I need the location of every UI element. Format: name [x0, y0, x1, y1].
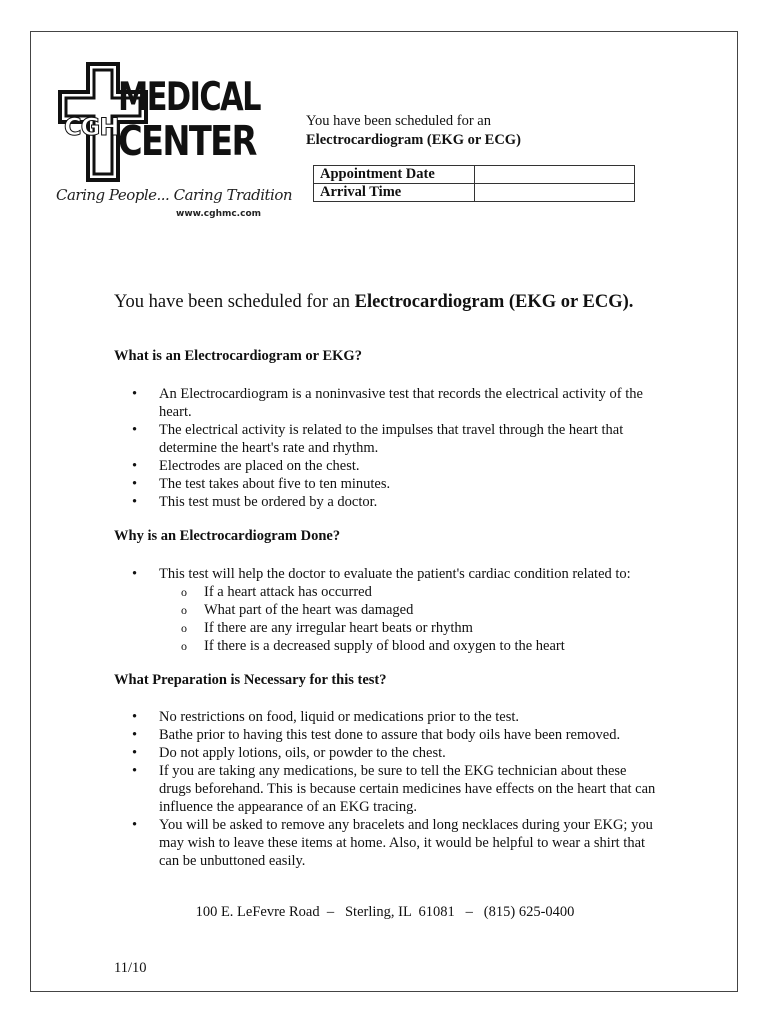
footer-date: 11/10 [114, 960, 147, 976]
section-title-preparation: What Preparation is Necessary for this test? [114, 672, 387, 688]
why-list [114, 565, 659, 655]
preparation-list [114, 708, 659, 870]
list-item [114, 457, 659, 475]
sub-list-item-text: What part of the heart was damaged [204, 602, 414, 618]
logo-center: CENTER [118, 117, 256, 165]
list-item-text: The test takes about five to ten minutes. [159, 476, 391, 492]
heading-bold: Electrocardiogram (EKG or ECG). [354, 292, 634, 312]
section-title-what-is: What is an Electrocardiogram or EKG? [114, 348, 362, 364]
logo-url: www.cghmc.com [176, 209, 261, 219]
why-sub-list [159, 583, 659, 655]
list-item-text: If you are taking any medications, be sure to tell the EKG technician about these drugs beforehand. This is because certain medicines have effects on the heart that can influence the appearance of an EKG tracing. [159, 763, 656, 815]
sub-list-item-text: If there is a decreased supply of blood and oxygen to the heart [204, 638, 565, 654]
appointment-date-field[interactable] [475, 166, 635, 184]
bullet-icon: • [132, 458, 138, 474]
sub-list-item-text: If there are any irregular heart beats or rhythm [204, 620, 473, 636]
schedule-notice [306, 112, 521, 150]
list-item-text: An Electrocardiogram is a noninvasive test that records the electrical activity of the heart. [159, 386, 643, 420]
appointment-table [313, 165, 635, 202]
bullet-icon: • [132, 422, 138, 438]
bullet-icon: • [132, 745, 138, 761]
circle-bullet-icon: o [181, 603, 187, 617]
logo-medical: MEDICAL [118, 75, 260, 120]
bullet-icon: • [132, 709, 138, 725]
bullet-icon: • [132, 817, 138, 833]
bullet-icon: • [132, 727, 138, 743]
list-item [114, 726, 659, 744]
list-item [114, 421, 659, 457]
bullet-icon: • [132, 386, 138, 402]
sub-list-item [159, 619, 659, 637]
page-heading [114, 292, 633, 313]
sub-list-item [159, 601, 659, 619]
list-item-text: The electrical activity is related to the impulses that travel through the heart that determine the heart's rate and rhythm. [159, 422, 624, 456]
footer-address: 100 E. LeFevre Road – Sterling, IL 61081 – (815) 625-0400 [195, 904, 575, 920]
arrival-time-field[interactable] [475, 184, 635, 202]
heading-prefix: You have been scheduled for an [114, 292, 355, 312]
logo-cgh: CGH [64, 113, 119, 141]
list-item [114, 565, 659, 655]
circle-bullet-icon: o [181, 621, 187, 635]
bullet-icon: • [132, 566, 138, 582]
what-is-list [114, 385, 659, 511]
list-item-text: Do not apply lotions, oils, or powder to the chest. [159, 745, 446, 761]
list-item [114, 762, 659, 816]
appointment-date-label: Appointment Date [314, 166, 475, 184]
circle-bullet-icon: o [181, 585, 187, 599]
list-item [114, 744, 659, 762]
list-item [114, 493, 659, 511]
bullet-icon: • [132, 763, 138, 779]
list-item [114, 708, 659, 726]
list-item [114, 816, 659, 870]
list-item-text: Bathe prior to having this test done to assure that body oils have been removed. [159, 727, 621, 743]
list-item-text: This test will help the doctor to evaluate the patient's cardiac condition related to: [159, 566, 631, 582]
table-row [314, 166, 635, 184]
schedule-line-2: Electrocardiogram (EKG or ECG) [306, 132, 521, 148]
list-item-text: No restrictions on food, liquid or medications prior to the test. [159, 709, 520, 725]
medical-center-logo [52, 62, 293, 227]
bullet-icon: • [132, 494, 138, 510]
list-item [114, 385, 659, 421]
sub-list-item [159, 637, 659, 655]
circle-bullet-icon: o [181, 639, 187, 653]
arrival-time-label: Arrival Time [314, 184, 475, 202]
sub-list-item-text: If a heart attack has occurred [204, 584, 372, 600]
list-item-text: You will be asked to remove any bracelets and long necklaces during your EKG; you may wish to leave these items at home. Also, it would be helpful to wear a shirt that can be unbuttoned easily. [159, 817, 653, 869]
list-item-text: This test must be ordered by a doctor. [159, 494, 378, 510]
schedule-line-1: You have been scheduled for an [306, 113, 491, 129]
bullet-icon: • [132, 476, 138, 492]
sub-list-item [159, 583, 659, 601]
list-item [114, 475, 659, 493]
logo-tagline: Caring People... Caring Tradition [56, 186, 293, 204]
list-item-text: Electrodes are placed on the chest. [159, 458, 360, 474]
table-row [314, 184, 635, 202]
section-title-why: Why is an Electrocardiogram Done? [114, 528, 341, 544]
